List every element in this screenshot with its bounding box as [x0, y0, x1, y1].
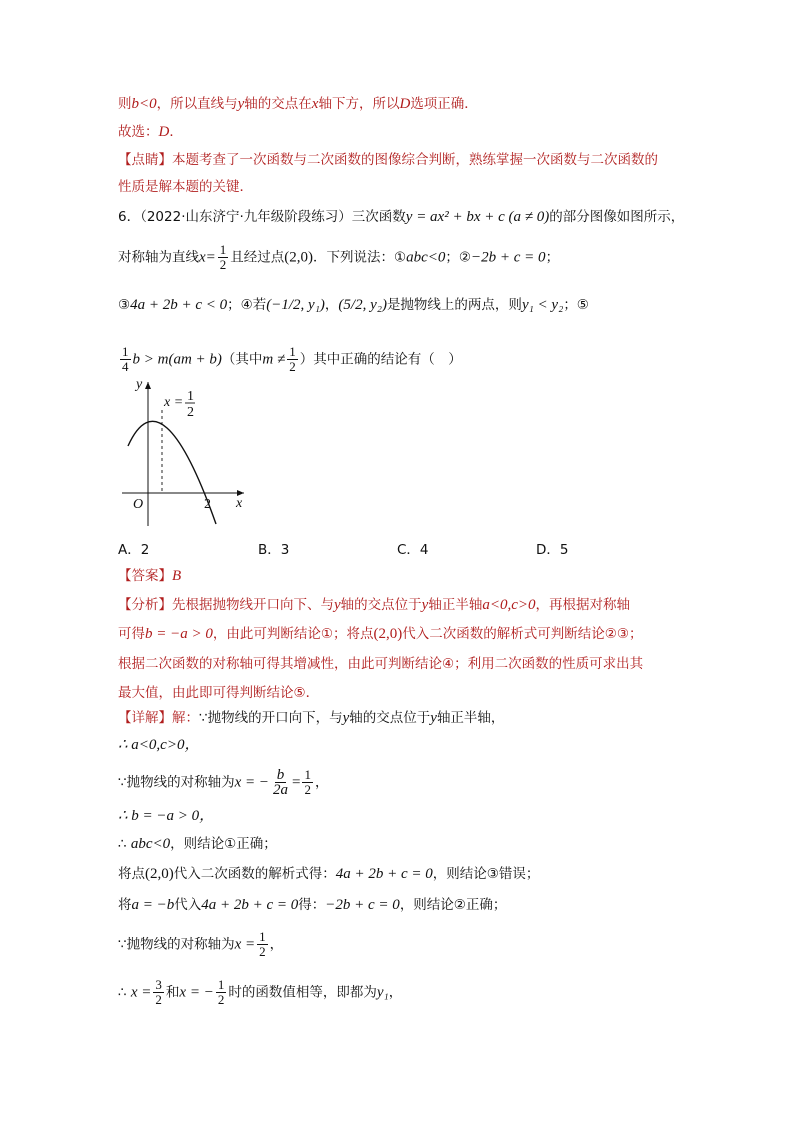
option-a: A．2 — [118, 542, 150, 558]
root-label: 2 — [204, 497, 211, 512]
detail-line-9: ∴ x = $\frac{3}{2}$ 和x = − $\frac{1}{2}$ 时的函数值相等，即都为y₁， — [118, 977, 403, 1007]
parabola-graph — [118, 376, 250, 532]
dianjing-line-2: 性质是解本题的关键． — [118, 179, 253, 195]
fraction: $\frac{1}{2}$ — [304, 767, 311, 797]
fraction: $\frac{1}{2}$ — [219, 242, 227, 272]
detail-line-8: ∵抛物线的对称轴为x = $\frac{1}{2}$ ， — [118, 929, 284, 959]
question-line-4: $\frac{1}{4}$ b > m(am + b)（其中m ≠ $\frac{1}{2}$ ）其中正确的结论有（ ） — [122, 344, 462, 374]
analysis-line-1: 【分析】先根据抛物线开口向下、与y轴的交点位于y轴正半轴a<0,c>0，再根据对称轴 — [118, 597, 630, 613]
y-axis-arrow — [145, 382, 151, 389]
answer-line: 【答案】B — [118, 568, 182, 584]
fraction: $\frac{1}{2}$ — [217, 977, 225, 1007]
answer-options — [118, 538, 718, 558]
detail-line-1: 【详解】解：∵抛物线的开口向下，与y轴的交点位于y轴正半轴， — [118, 710, 505, 726]
analysis-line-2: 可得b = −a > 0，由此可判断结论①；将点(2,0)代入二次函数的解析式可判断结论②③； — [118, 626, 643, 642]
fraction: $\frac{1}{2}$ — [289, 344, 296, 374]
fraction: $\frac{b}{2a}$ — [273, 767, 288, 798]
text-line-2: 故选：D． — [118, 124, 183, 140]
origin-label: O — [133, 497, 144, 512]
detail-line-3: ∵抛物线的对称轴为x = − $\frac{b}{2a}$ = $\frac{1}{2}$ ， — [118, 767, 329, 798]
fraction: $\frac{1}{4}$ — [122, 344, 129, 374]
option-b: B．3 — [258, 542, 290, 558]
axis-eq-label: x = — [164, 395, 184, 410]
analysis-line-4: 最大值，由此即可得判断结论⑤． — [118, 685, 320, 701]
detail-line-4: ∴ b = −a > 0， — [118, 808, 215, 824]
axis-eq-den: 2 — [187, 405, 194, 420]
option-c: C．4 — [397, 542, 429, 558]
detail-line-2: ∴ a<0,c>0， — [118, 737, 200, 753]
y-axis-label: y — [136, 377, 143, 392]
detail-line-7: 将a = −b代入4a + 2b + c = 0得：−2b + c = 0，则结论②正确； — [118, 897, 507, 913]
detail-line-6: 将点(2,0)代入二次函数的解析式得：4a + 2b + c = 0，则结论③错误； — [118, 866, 540, 882]
fraction: $\frac{3}{2}$ — [155, 977, 162, 1007]
dianjing-line-1: 【点睛】本题考查了一次函数与二次函数的图像综合判断，熟练掌握一次函数与二次函数的 — [118, 152, 658, 168]
analysis-line-3: 根据二次函数的对称轴可得其增减性，由此可判断结论④；利用二次函数的性质可求出其 — [118, 656, 644, 672]
question-line-2: 对称轴为直线x= $\frac{1}{2}$ 且经过点(2,0)．下列说法：①abc<0；②−2b + c = 0； — [118, 242, 560, 272]
question-line-1: 6．（2022·山东济宁·九年级阶段练习）三次函数y = ax² + bx + c (a ≠ 0)的部分图像如图所示， — [118, 209, 685, 225]
question-line-3: ③4a + 2b + c < 0；④若(−1/2, y₁)，(5/2, y₂)是抛物线上的两点，则y₁ < y₂；⑤ — [118, 297, 589, 313]
axis-eq-num: 1 — [187, 389, 194, 404]
x-axis-label: x — [236, 496, 243, 511]
text-line-1: 则b<0，所以直线与y轴的交点在x轴下方，所以D选项正确． — [118, 96, 478, 112]
option-d: D．5 — [536, 542, 569, 558]
fraction: $\frac{1}{2}$ — [259, 929, 266, 959]
detail-line-5: ∴ abc<0，则结论①正确； — [118, 836, 277, 852]
